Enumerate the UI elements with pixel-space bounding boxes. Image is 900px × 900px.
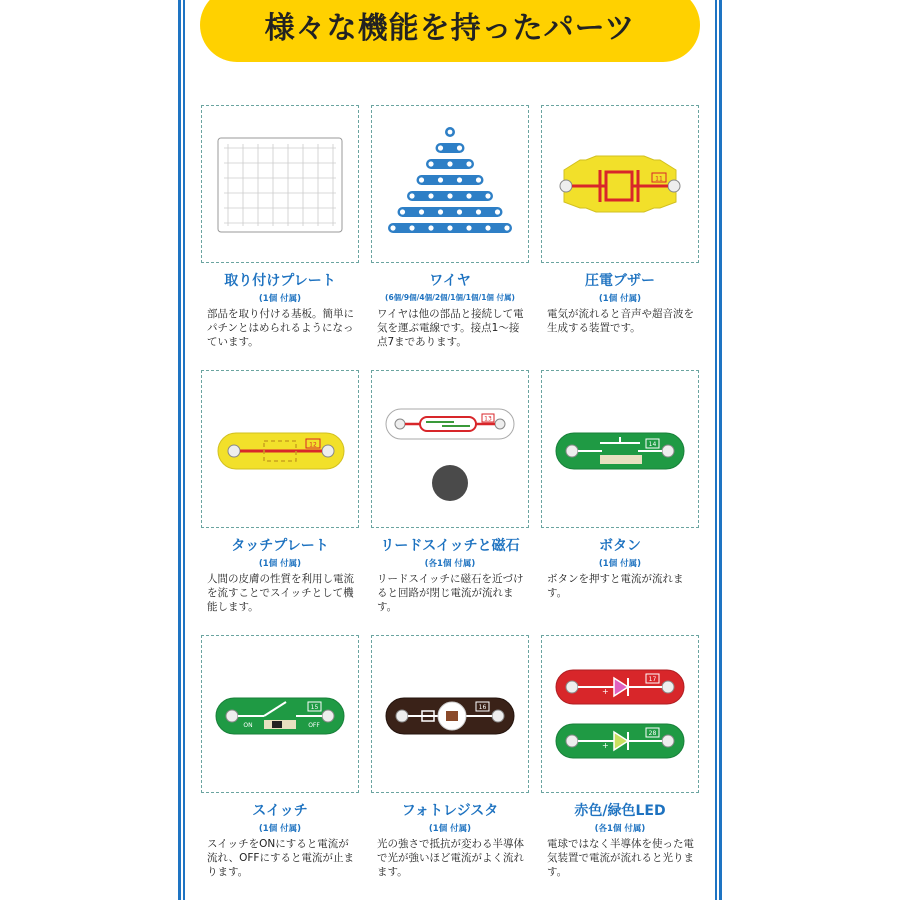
frame-right-line-inner bbox=[715, 0, 717, 900]
part-number-label: 17 bbox=[648, 676, 657, 683]
part-description: 部品を取り付ける基板。簡単にパチンとはめられるようになっています。 bbox=[207, 308, 354, 348]
part-image bbox=[541, 635, 699, 793]
part-number-label: 15 bbox=[310, 704, 319, 711]
wire-illustration bbox=[372, 106, 528, 262]
wire-piece bbox=[426, 159, 474, 169]
part-title: 取り付けプレート bbox=[224, 273, 336, 289]
part-title: ワイヤ bbox=[429, 273, 471, 289]
part-number-label: 28 bbox=[648, 730, 657, 737]
part-count: (1個 付属) bbox=[598, 559, 642, 569]
part-image bbox=[201, 635, 359, 793]
part-title: 赤色/緑色LED bbox=[574, 803, 666, 819]
wire-piece bbox=[398, 207, 503, 217]
page-title: 様々な機能を持ったパーツ bbox=[264, 11, 636, 46]
part-description: 電球ではなく半導体を使った電気装置で電流が流れると光ります。 bbox=[547, 838, 694, 878]
part-description: スイッチをONにすると電流が流れ、OFFにすると電流が止まります。 bbox=[207, 838, 354, 878]
magnet-disc bbox=[432, 465, 468, 501]
plus-label: + bbox=[602, 687, 609, 696]
part-description: ワイヤは他の部品と接続して電気を運ぶ電線です。接点1〜接点7まであります。 bbox=[377, 308, 524, 348]
mounting-plate-illustration bbox=[202, 106, 358, 262]
part-number-label: 11 bbox=[655, 175, 663, 183]
frame-right-line bbox=[719, 0, 722, 900]
part-count: (各1個 付属) bbox=[424, 559, 476, 569]
plus-label: + bbox=[602, 741, 609, 750]
header-banner bbox=[200, 0, 700, 62]
part-title: 圧電ブザー bbox=[585, 273, 655, 289]
part-title: タッチプレート bbox=[231, 538, 329, 554]
part-image bbox=[541, 370, 699, 528]
part-count: (1個 付属) bbox=[428, 824, 472, 834]
part-number-label: 16 bbox=[478, 704, 487, 711]
part-image bbox=[201, 370, 359, 528]
part-description: ボタンを押すと電流が流れます。 bbox=[547, 573, 684, 599]
led-illustration bbox=[542, 636, 698, 792]
part-title: フォトレジスタ bbox=[401, 803, 499, 819]
part-image bbox=[371, 105, 529, 263]
part-image bbox=[541, 105, 699, 263]
part-number-label: 13 bbox=[484, 415, 492, 423]
part-count: (1個 付属) bbox=[258, 559, 302, 569]
wire-piece bbox=[388, 223, 512, 233]
frame-left-line-inner bbox=[183, 0, 185, 900]
part-title: ボタン bbox=[599, 538, 641, 554]
part-count: (各1個 付属) bbox=[594, 824, 646, 834]
wire-piece bbox=[445, 127, 455, 137]
switch-illustration bbox=[202, 636, 358, 792]
part-number-label: 12 bbox=[309, 441, 317, 449]
switch-on-label: ON bbox=[243, 722, 253, 729]
switch-off-label: OFF bbox=[308, 722, 320, 729]
part-image bbox=[201, 105, 359, 263]
wire-piece bbox=[436, 143, 465, 153]
part-title: スイッチ bbox=[252, 803, 308, 819]
part-description: 電気が流れると音声や超音波を生成する装置です。 bbox=[547, 308, 694, 334]
wire-piece bbox=[417, 175, 484, 185]
part-title: リードスイッチと磁石 bbox=[380, 538, 520, 554]
photoresistor-illustration bbox=[372, 636, 528, 792]
part-image bbox=[371, 370, 529, 528]
button-illustration bbox=[542, 371, 698, 527]
part-count: (1個 付属) bbox=[598, 294, 642, 304]
part-count: (1個 付属) bbox=[258, 294, 302, 304]
part-image bbox=[371, 635, 529, 793]
part-description: 光の強さで抵抗が変わる半導体で光が強いほど電流がよく流れます。 bbox=[377, 838, 524, 878]
reed-switch-illustration bbox=[372, 371, 528, 527]
part-count: (6個/9個/4個/2個/1個/1個/1個 付属) bbox=[385, 293, 515, 302]
part-description: リードスイッチに磁石を近づけると回路が閉じ電流が流れます。 bbox=[377, 573, 524, 613]
buzzer-illustration bbox=[542, 106, 698, 262]
wire-piece bbox=[407, 191, 493, 201]
frame-left-line bbox=[178, 0, 181, 900]
part-count: (1個 付属) bbox=[258, 824, 302, 834]
touch-plate-illustration bbox=[202, 371, 358, 527]
part-number-label: 14 bbox=[648, 441, 657, 448]
part-description: 人間の皮膚の性質を利用し電流を流すことでスイッチとして機能します。 bbox=[207, 573, 354, 613]
